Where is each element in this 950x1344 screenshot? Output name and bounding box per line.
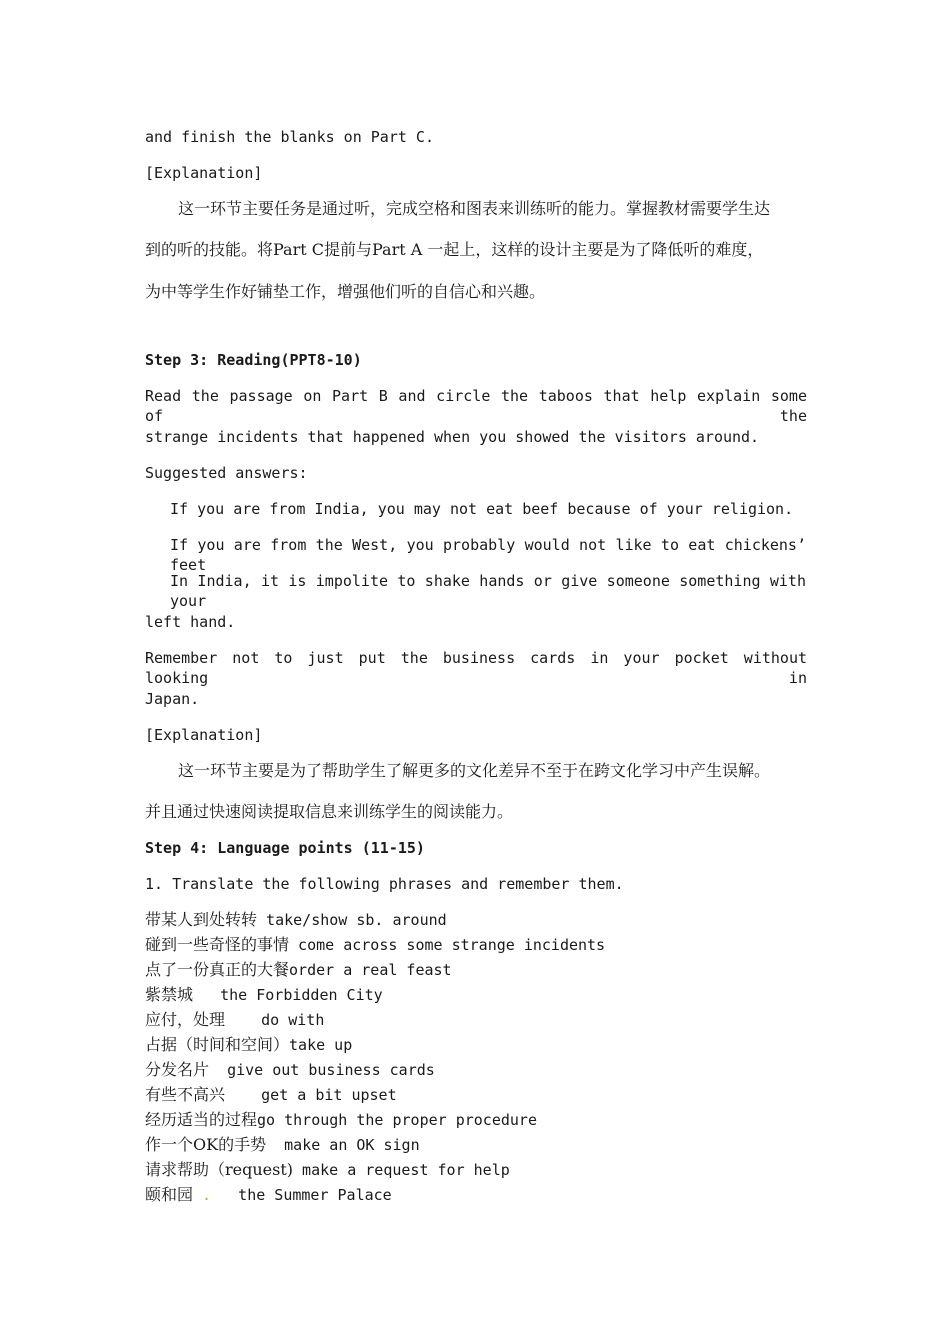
phrase-item: 应付，处理 do with [145, 1010, 325, 1029]
phrase-item: 颐和园 . the Summer Palace [145, 1185, 392, 1204]
phrase-item: 占据（时间和空间）take up [145, 1035, 353, 1054]
answer-item-continuation: Japan. [145, 690, 200, 708]
answer-item: If you are from India, you may not eat beef because of your religion. [170, 500, 794, 518]
suggested-answers-label: Suggested answers: [145, 464, 308, 482]
explanation-text: 并且通过快速阅读提取信息来训练学生的阅读能力。 [145, 802, 514, 821]
explanation-heading: [Explanation] [145, 726, 263, 744]
phrase-item: 有些不高兴 get a bit upset [145, 1085, 397, 1104]
step-3-heading: Step 3: Reading(PPT8-10) [145, 351, 362, 369]
phrase-item: 请求帮助（request) make a request for help [145, 1160, 510, 1179]
phrase-item: 经历适当的过程go through the proper procedure [145, 1110, 537, 1129]
phrase-item: 点了一份真正的大餐order a real feast [145, 960, 452, 979]
phrase-item: 作一个OK的手势 make an OK sign [145, 1135, 420, 1154]
answer-item: Remember not to just put the business cards in your pocket without looking in [145, 649, 807, 687]
answer-item-continuation: left hand. [145, 613, 236, 631]
answer-item: If you are from the West, you probably would not like to eat chickens’ feet [170, 536, 806, 574]
phrase-item: 紫禁城 the Forbidden City [145, 985, 383, 1004]
explanation-text: 这一环节主要是为了帮助学生了解更多的文化差异不至于在跨文化学习中产生误解。 [178, 761, 771, 780]
reading-instruction: strange incidents that happened when you showed the visitors around. [145, 428, 760, 446]
explanation-text: 到的听的技能。将Part C提前与Part A 一起上，这样的设计主要是为了降低听的难度， [145, 240, 764, 259]
answer-item: In India, it is impolite to shake hands or give someone something with your [170, 572, 806, 610]
translate-instruction: 1. Translate the following phrases and remember them. [145, 875, 624, 893]
explanation-text: 为中等学生作好铺垫工作，增强他们听的自信心和兴趣。 [145, 282, 546, 301]
explanation-heading: [Explanation] [145, 164, 263, 182]
paragraph-continuation: and finish the blanks on Part C. [145, 128, 434, 146]
phrase-item: 带某人到处转转 take/show sb. around [145, 910, 447, 929]
explanation-text: 这一环节主要任务是通过听，完成空格和图表来训练听的能力。掌握教材需要学生达 [178, 199, 771, 218]
phrase-item: 碰到一些奇怪的事情 come across some strange incidents [145, 935, 606, 954]
yellow-dot-mark: . [193, 1186, 212, 1204]
reading-instruction: Read the passage on Part B and circle the taboos that help explain some of the [145, 387, 807, 425]
phrase-item: 分发名片 give out business cards [145, 1060, 435, 1079]
step-4-heading: Step 4: Language points (11-15) [145, 839, 425, 857]
